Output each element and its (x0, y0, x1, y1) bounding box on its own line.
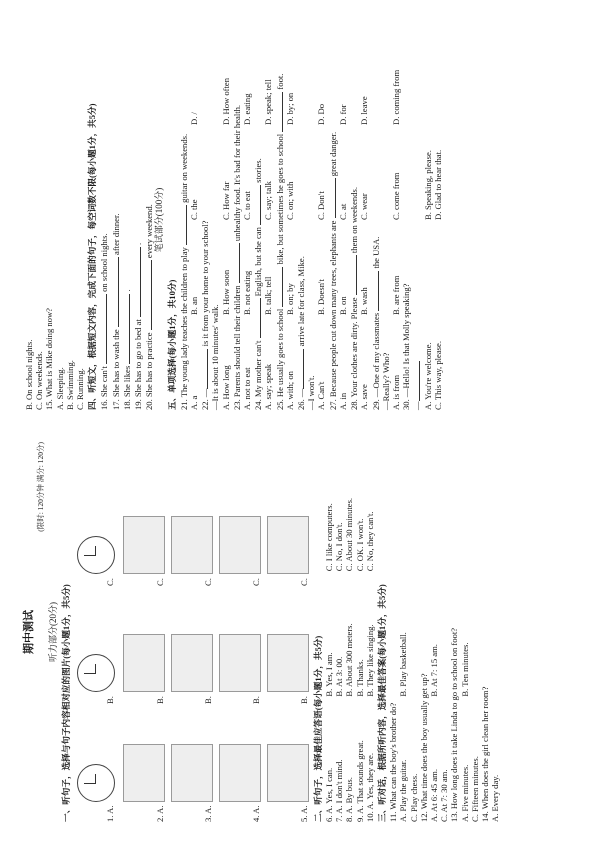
fill-in-question: 16. She can't on school nights. (99, 233, 110, 410)
picture-option (267, 468, 309, 586)
picture-option (219, 468, 261, 586)
answer-blank (274, 267, 283, 307)
option-label: C. (298, 578, 309, 586)
option: C. Fifteen minutes. (469, 756, 480, 822)
train-icon (267, 634, 309, 692)
question-13-options (460, 442, 470, 822)
question-23-options: A. not to eat B. not eating C. to eat D. eating (242, 93, 253, 410)
option: B. Play basketball. (398, 632, 409, 697)
question-12-options (429, 442, 439, 822)
clock-icon (77, 536, 115, 574)
picture-question-row (121, 442, 167, 822)
kids-icon (171, 634, 213, 692)
option: A. Every day. (490, 774, 501, 822)
option-label: C. (250, 578, 261, 586)
option: A. Play the guitar. (398, 759, 409, 822)
answer-blank (370, 271, 379, 311)
question-12: 12. What time does the boy usually get up? (418, 673, 429, 822)
option: B. Swimming. (64, 360, 75, 410)
question-27-options: A. in B. on C. at D. for (337, 104, 348, 410)
option: 9. A. That sounds great. (354, 740, 365, 822)
question-24: 24. My mother can't English, but she can stories. (253, 158, 264, 410)
section-2-heading: 二、听句子，选择最佳应答语(每小题1分，共5分) (312, 635, 323, 822)
question-26: 26. — arrive late for class, Mike. (296, 256, 307, 410)
street-icon (123, 634, 165, 692)
section-3-heading: 三、听对话，根据所听内容，选择最佳答案(每小题1分，共5分) (377, 584, 388, 822)
right-column (24, 30, 443, 410)
question-11-options (398, 442, 408, 822)
picture-option (123, 586, 165, 704)
answer-blank (178, 205, 187, 245)
answer-blank (274, 92, 283, 132)
picture-questions (73, 442, 311, 822)
option: 7. A. I don't mind. (334, 759, 345, 822)
swing-icon (123, 516, 165, 574)
option: B. On school nights. (24, 339, 34, 410)
option: B. Ten minutes. (459, 642, 470, 697)
picture-option (171, 586, 213, 704)
question-21: 21. The young lady teaches the children to play guitar on weekends. (178, 133, 189, 410)
option: C. No, they can't. (364, 511, 375, 572)
question-25: 25. He usually goes to school bike, but sometimes he goes to school foot. (274, 73, 285, 410)
option: B. At 7: 15 am. (429, 644, 440, 697)
option-label: 1. A. (104, 805, 115, 822)
written-part-title: 笔试部分(100分) (154, 187, 165, 253)
picture-option (267, 704, 309, 822)
boy-study-icon (123, 744, 165, 802)
option: C. About 30 minutes. (344, 497, 355, 572)
answer-blank (252, 299, 261, 339)
option: 6. A. Yes, I can. (324, 767, 335, 822)
question-13: 13. How long does it take Linda to go to school on foot? (449, 627, 460, 822)
option-label: 3. A. (202, 805, 213, 822)
option-label: B. (298, 696, 309, 704)
picture-question-row (73, 442, 119, 822)
answer-line: —Really? Who? (380, 352, 391, 410)
response-question-row (365, 442, 375, 822)
fill-in-question: 18. She likes . (121, 289, 132, 410)
bus-icon (171, 516, 213, 574)
option: B. At 3: 00. (334, 656, 345, 697)
clock-icon (77, 764, 115, 802)
answer-line: —It is about 10 minutes' walk. (210, 304, 221, 410)
picture-option (171, 704, 213, 822)
lion-icon (219, 634, 261, 692)
option-label: C. (154, 578, 165, 586)
picture-option (123, 468, 165, 586)
section-1-heading: 一、听句子，选择与句子内容相对应的图片(每小题1分，共5分) (60, 584, 71, 822)
picture-question-row (217, 442, 263, 822)
answer-blank (110, 257, 119, 327)
picture-option (123, 704, 165, 822)
cook-icon (219, 516, 261, 574)
option: C. On weekends. (34, 351, 45, 410)
option: C. At 7: 30 am. (439, 769, 450, 822)
girl-icon (171, 744, 213, 802)
response-questions (324, 442, 375, 822)
fill-in-questions (98, 30, 154, 410)
option: 8. A. By bus. (344, 777, 355, 822)
question-15: 15. What is Mike doing now? (44, 307, 55, 410)
question-22-options: A. How long B. How soon C. How far D. How often (220, 77, 231, 410)
option: C. OK. I won't. (354, 518, 365, 572)
answer-blank (121, 294, 130, 364)
question-28: 28. Your clothes are dirty. Please them on weekends. (349, 187, 360, 410)
question-24-options: A. say; speak B. talk; tell C. say; talk D. speak; tell (263, 79, 274, 410)
response-question-row (334, 442, 344, 822)
question-27: 27. Because people cut down many trees, elephants are great danger. (327, 131, 338, 410)
question-29-options: A. is from B. are from C. come from D. coming from (390, 69, 401, 410)
picture-option (267, 586, 309, 704)
question-30: 30. —Hello! Is that Molly speaking? (401, 283, 412, 410)
bike-icon (267, 744, 309, 802)
clock-icon (77, 654, 115, 692)
option-label: B. (250, 696, 261, 704)
question-23: 23. Parents should tell their children unhealthy food. It's bad for their health. (231, 104, 242, 410)
picture-option (219, 586, 261, 704)
option: C. Play chess. (408, 773, 419, 822)
response-question-row (344, 442, 354, 822)
section-4-heading: 四、听短文，根据短文内容，完成下面的句子，每空词数不限(每小题1分，共5分) (87, 103, 98, 410)
option-label: B. (104, 696, 115, 704)
answer-blank (252, 185, 261, 225)
answer-blank (199, 349, 208, 389)
answer-blank (327, 178, 336, 218)
picture-option (77, 586, 115, 704)
picture-option (77, 468, 115, 586)
page-title: 期中测试 (23, 610, 35, 654)
option: C. Running. (75, 368, 86, 410)
option: B. About 300 meters. (344, 623, 355, 697)
left-column (24, 442, 500, 822)
option-label: 4. A. (250, 805, 261, 822)
answer-blank (231, 243, 240, 283)
question-11: 11. What can the boy's brother do? (388, 702, 399, 822)
picture-question-row (169, 442, 215, 822)
option-label: 5. A. (298, 805, 309, 822)
option: 10. A. Yes, they are. (364, 753, 375, 822)
time-score-info: (限时: 120分钟 满分: 120分) (36, 442, 46, 532)
answer-blank (143, 260, 152, 330)
option-label: B. (154, 696, 165, 704)
option: A. Five minutes. (459, 764, 470, 822)
option: C. I like computers. (324, 503, 335, 572)
listening-part-title: 听力部分(20分) (48, 602, 59, 662)
answer-blank (295, 349, 304, 389)
question-28-options: A. save B. wash C. wear D. leave (359, 96, 370, 410)
answer-blank (348, 255, 357, 295)
picture-question-row (265, 442, 311, 822)
question-30-options-2: C. This way, please. D. Glad to hear that. (432, 149, 443, 410)
question-14: 14. When does the girl clean her room? (480, 686, 491, 822)
picture-option (77, 704, 115, 822)
answer-line: — (411, 30, 422, 410)
option-label: C. (202, 578, 213, 586)
option: B. Yes, I am. (324, 652, 335, 697)
option-label: 2. A. (154, 805, 165, 822)
response-question-row (355, 442, 365, 822)
option: B. Thanks. (354, 659, 365, 697)
answer-line: —I won't. (306, 375, 317, 410)
bus-icon (267, 516, 309, 574)
fill-in-question: 19. She has to go to bed at . (133, 242, 144, 410)
option: A. At 6: 45 am. (429, 769, 440, 822)
fill-in-question: 20. She has to practice every weekend. (144, 204, 155, 410)
option-label: C. (104, 578, 115, 586)
picture-option (219, 704, 261, 822)
option-label: B. (202, 696, 213, 704)
question-29: 29. —One of my classmates the USA. (370, 236, 381, 410)
answer-blank (98, 294, 107, 364)
picture-option (171, 468, 213, 586)
question-22: 22. — is it from your home to your school? (200, 220, 211, 410)
question-26-options: A. Can't B. Doesn't C. Don't D. Do (316, 103, 327, 410)
question-25-options: A. with; on B. on; by C. on; with D. by; on (284, 92, 295, 410)
answer-blank (132, 247, 141, 317)
tiger-icon (219, 744, 261, 802)
question-30-options: A. You're welcome. B. Speaking, please. (422, 150, 433, 410)
option: A. Sleeping. (54, 367, 65, 410)
response-question-row (324, 442, 334, 822)
fill-in-question: 17. She has to wash the after dinner. (110, 213, 121, 410)
option: C. No, I don't. (334, 522, 345, 572)
answer-blank (411, 361, 420, 401)
question-21-options: A. a B. an C. the D. / (189, 112, 200, 410)
section-5-heading: 五、单项选择(每小题1分，共10分) (166, 279, 177, 410)
option: B. They like singing. (364, 624, 375, 697)
